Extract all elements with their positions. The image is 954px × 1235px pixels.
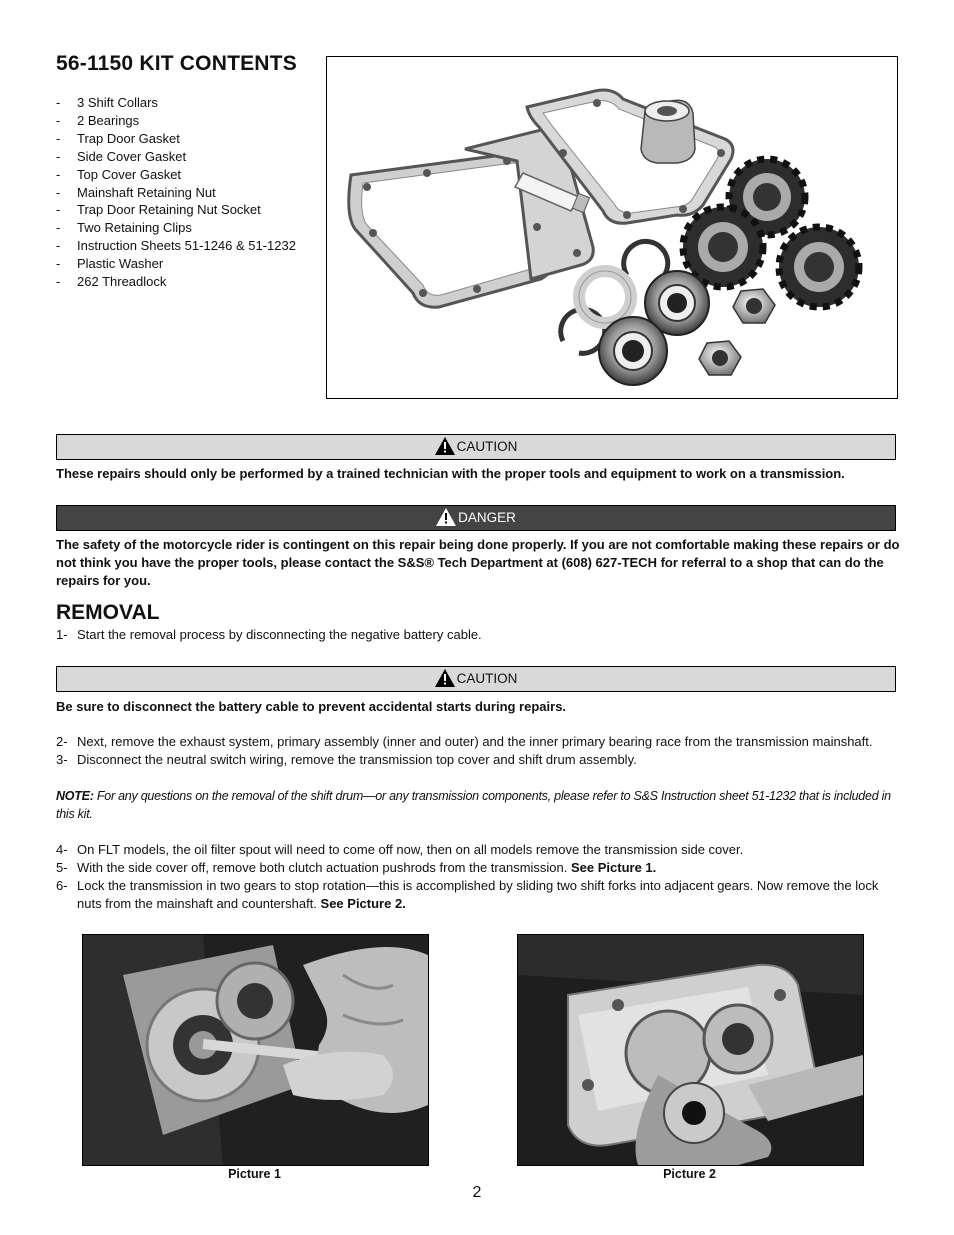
danger-text: The safety of the motorcycle rider is contingent on this repair being done properly. If you are not comfortable making these repairs or do not think you have the proper tools, please contact the S&S® Tech Department at (608) 627-TECH for referral to a shop that can do the repairs for you.	[56, 537, 900, 588]
caution-label-2: CAUTION	[456, 671, 518, 686]
kit-contents-list	[56, 94, 296, 291]
removal-step-4: 4- On FLT models, the oil filter spout will need to come off now, then on all models remove the transmission side cover.	[56, 842, 744, 857]
caution-text: These repairs should only be performed by a trained technician with the proper tools and equipment to work on a transmission.	[56, 466, 845, 481]
removal-step-6: 6- Lock the transmission in two gears to stop rotation—this is accomplished by sliding two shift forks into adjacent gears. Now remove the lock nuts from the mainshaft and countershaft. See Picture 2.	[56, 878, 879, 911]
kit-contents-title: 56-1150 KIT CONTENTS	[56, 52, 297, 75]
kit-item: - Plastic Washer	[56, 255, 296, 273]
picture-1-reference: See Picture 1.	[571, 860, 657, 875]
warning-triangle-icon	[435, 437, 455, 463]
kit-item: - 2 Bearings	[56, 112, 296, 130]
kit-contents-photo	[326, 56, 898, 399]
note-text: For any questions on the removal of the shift drum—or any transmission components, please refer to S&S Instruction sheet 51-1232 that is included in this kit.	[56, 789, 891, 821]
picture-2-caption: Picture 2	[663, 1167, 716, 1181]
kit-item: - Top Cover Gasket	[56, 166, 296, 184]
kit-item: - Two Retaining Clips	[56, 219, 296, 237]
kit-item: - 3 Shift Collars	[56, 94, 296, 112]
removal-title: REMOVAL	[56, 601, 160, 624]
removal-steps-4-6	[56, 841, 901, 913]
caution-label: CAUTION	[456, 439, 518, 454]
picture-1-photo	[82, 934, 429, 1166]
danger-banner	[56, 505, 896, 531]
note-paragraph	[56, 787, 901, 823]
kit-item: - 262 Threadlock	[56, 273, 296, 291]
picture-2-photo	[517, 934, 864, 1166]
removal-step-1: 1- Start the removal process by disconnecting the negative battery cable.	[56, 627, 482, 642]
removal-step-5: 5- With the side cover off, remove both clutch actuation pushrods from the transmission. See Picture 1.	[56, 860, 657, 875]
page-number: 2	[472, 1184, 482, 1201]
removal-step-2: 2- Next, remove the exhaust system, primary assembly (inner and outer) and the inner primary bearing race from the transmission mainshaft.	[56, 734, 873, 749]
caution-banner	[56, 434, 896, 460]
note-label: NOTE:	[56, 789, 94, 803]
kit-item: - Trap Door Gasket	[56, 130, 296, 148]
removal-step-3: 3- Disconnect the neutral switch wiring, remove the transmission top cover and shift drum assembly.	[56, 752, 637, 767]
removal-steps-2-3	[56, 733, 901, 769]
caution-banner-2	[56, 666, 896, 692]
kit-item: - Instruction Sheets 51-1246 & 51-1232	[56, 237, 296, 255]
picture-2-reference: See Picture 2.	[320, 896, 406, 911]
warning-triangle-icon	[436, 508, 456, 534]
kit-item: - Side Cover Gasket	[56, 148, 296, 166]
kit-item: - Trap Door Retaining Nut Socket	[56, 201, 296, 219]
danger-label: DANGER	[458, 510, 516, 525]
picture-1-caption: Picture 1	[228, 1167, 281, 1181]
kit-item: - Mainshaft Retaining Nut	[56, 184, 296, 202]
warning-triangle-icon	[435, 669, 455, 695]
caution-text-2: Be sure to disconnect the battery cable to prevent accidental starts during repairs.	[56, 699, 567, 714]
